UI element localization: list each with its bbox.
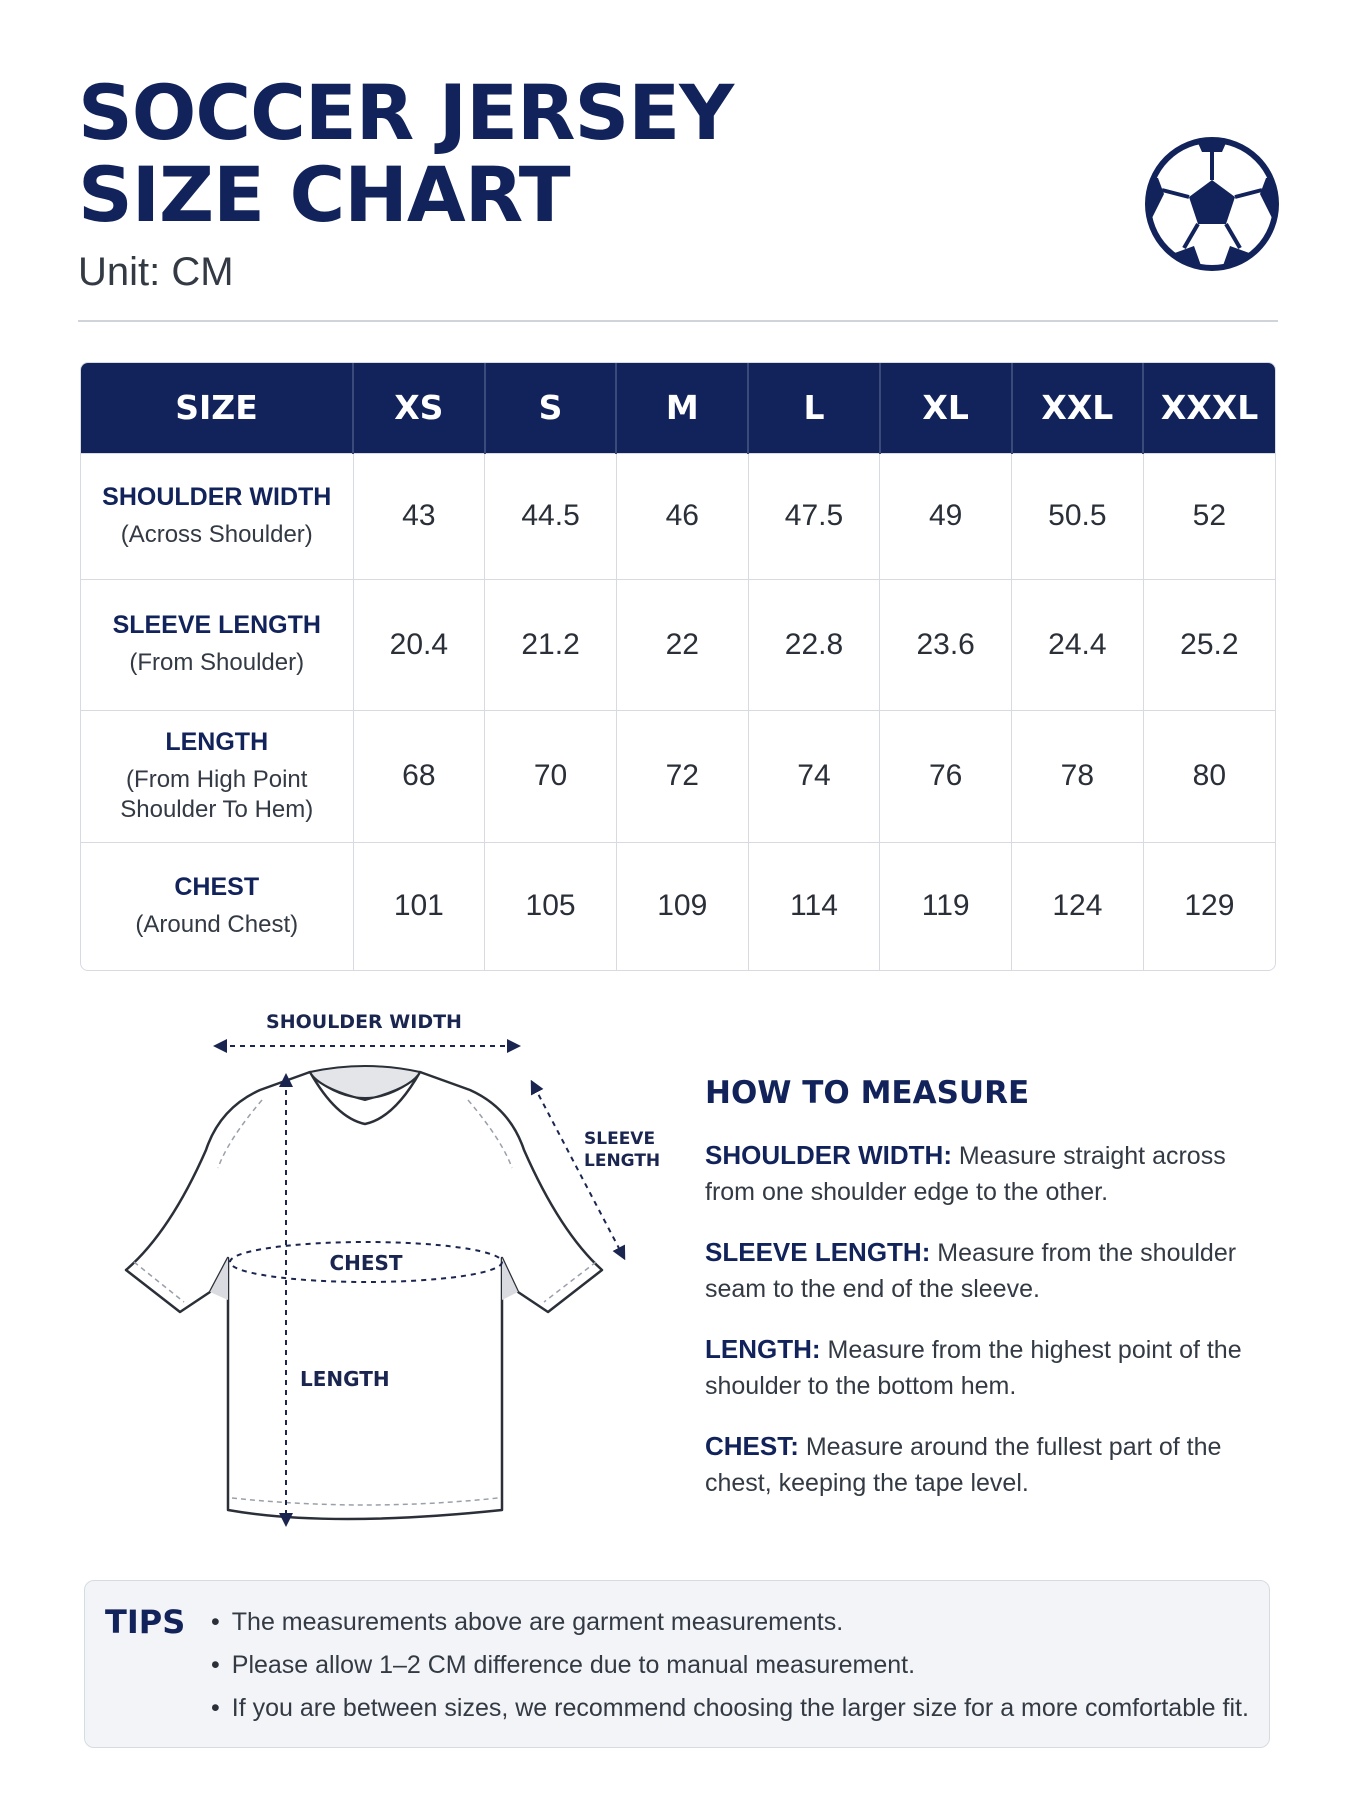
table-cell: 114 (748, 842, 880, 970)
howto-text: Measure straight across from one shoulder edge to the other. (705, 1142, 1226, 1206)
table-cell: 119 (880, 842, 1012, 970)
row-header-chest (81, 842, 353, 970)
row-header-sleeve-length (81, 579, 353, 710)
table-cell: 76 (880, 710, 1012, 842)
table-cell: 52 (1143, 453, 1275, 579)
table-cell: 23.6 (880, 579, 1012, 710)
table-cell: 68 (353, 710, 485, 842)
table-cell: 124 (1012, 842, 1144, 970)
tips-box (84, 1580, 1270, 1748)
howto-item-chest (705, 1428, 1265, 1501)
table-cell: 80 (1143, 710, 1275, 842)
row-sublabel: (From Shoulder) (129, 649, 305, 676)
table-cell: 70 (485, 710, 617, 842)
soccer-ball-icon (1142, 134, 1282, 274)
table-row (81, 842, 1275, 970)
how-to-measure-section (705, 1075, 1265, 1525)
table-cell: 22 (616, 579, 748, 710)
header-cell-xs: XS (353, 363, 485, 453)
table-row (81, 710, 1275, 842)
howto-term: SHOULDER WIDTH: (705, 1140, 952, 1170)
row-header-length (81, 710, 353, 842)
row-sublabel: (Around Chest) (135, 910, 299, 938)
tip-item: • The measurements above are garment measurements. (211, 1601, 1249, 1644)
howto-item-length (705, 1331, 1265, 1404)
table-cell: 101 (353, 842, 485, 970)
header-cell-size: SIZE (81, 363, 353, 453)
header-divider (78, 320, 1278, 322)
table-cell: 20.4 (353, 579, 485, 710)
jersey-outline (126, 1072, 602, 1519)
row-label: LENGTH (165, 727, 269, 756)
howto-term: SLEEVE LENGTH: (705, 1237, 931, 1267)
howto-text: Measure around the fullest part of the chest, keeping the tape level. (705, 1433, 1222, 1497)
table-cell: 43 (353, 453, 485, 579)
how-to-measure-title: HOW TO MEASURE (705, 1075, 1030, 1111)
table-cell: 47.5 (748, 453, 880, 579)
table-row (81, 453, 1275, 579)
chest-label: CHEST (329, 1251, 403, 1275)
tips-title: TIPS (105, 1603, 186, 1641)
size-chart-table (80, 362, 1276, 971)
header-cell-xl: XL (880, 363, 1012, 453)
page-title-line-1: SOCCER JERSEY (78, 68, 734, 157)
table-cell: 44.5 (485, 453, 617, 579)
length-label: LENGTH (300, 1367, 390, 1391)
header-cell-l: L (748, 363, 880, 453)
table-cell: 72 (616, 710, 748, 842)
howto-text: Measure from the shoulder seam to the end of the sleeve. (705, 1239, 1237, 1303)
jersey-measurement-diagram (110, 1000, 690, 1560)
header (78, 68, 1278, 295)
table-cell: 22.8 (748, 579, 880, 710)
row-label: SLEEVE LENGTH (112, 611, 321, 639)
row-sublabel: (From High Point Shoulder To Hem) (120, 765, 314, 823)
howto-term: LENGTH: (705, 1334, 821, 1364)
row-sublabel: (Across Shoulder) (120, 520, 313, 548)
page-title-line-2: SIZE CHART (78, 150, 570, 239)
howto-term: CHEST: (705, 1431, 799, 1461)
unit-label: Unit: CM (78, 250, 234, 294)
table-cell: 25.2 (1143, 579, 1275, 710)
table-cell: 21.2 (485, 579, 617, 710)
sleeve-label-line-2: LENGTH (584, 1151, 661, 1171)
header-cell-s: S (485, 363, 617, 453)
tip-item: • If you are between sizes, we recommend choosing the larger size for a more comfortable fit. (211, 1687, 1249, 1730)
table-cell: 50.5 (1012, 453, 1144, 579)
header-cell-xxxl: XXXL (1143, 363, 1275, 453)
howto-text: Measure from the highest point of the shoulder to the bottom hem. (705, 1336, 1242, 1400)
row-label: SHOULDER WIDTH (102, 482, 332, 511)
howto-item-shoulder-width (705, 1137, 1265, 1210)
table-row (81, 579, 1275, 710)
header-cell-m: M (616, 363, 748, 453)
table-cell: 74 (748, 710, 880, 842)
table-cell: 78 (1012, 710, 1144, 842)
table-header-row (81, 363, 1275, 453)
tip-item: • Please allow 1–2 CM difference due to manual measurement. (211, 1644, 1249, 1687)
table-cell: 109 (616, 842, 748, 970)
row-header-shoulder-width (81, 453, 353, 579)
table-cell: 49 (880, 453, 1012, 579)
table-cell: 46 (616, 453, 748, 579)
table-cell: 129 (1143, 842, 1275, 970)
table-cell: 24.4 (1012, 579, 1144, 710)
sleeve-label-line-1: SLEEVE (584, 1129, 656, 1149)
tips-list (211, 1601, 1249, 1730)
howto-item-sleeve-length (705, 1234, 1265, 1307)
row-label: CHEST (174, 872, 260, 901)
table-cell: 105 (485, 842, 617, 970)
header-cell-xxl: XXL (1012, 363, 1144, 453)
shoulder-width-label: SHOULDER WIDTH (266, 1011, 462, 1033)
